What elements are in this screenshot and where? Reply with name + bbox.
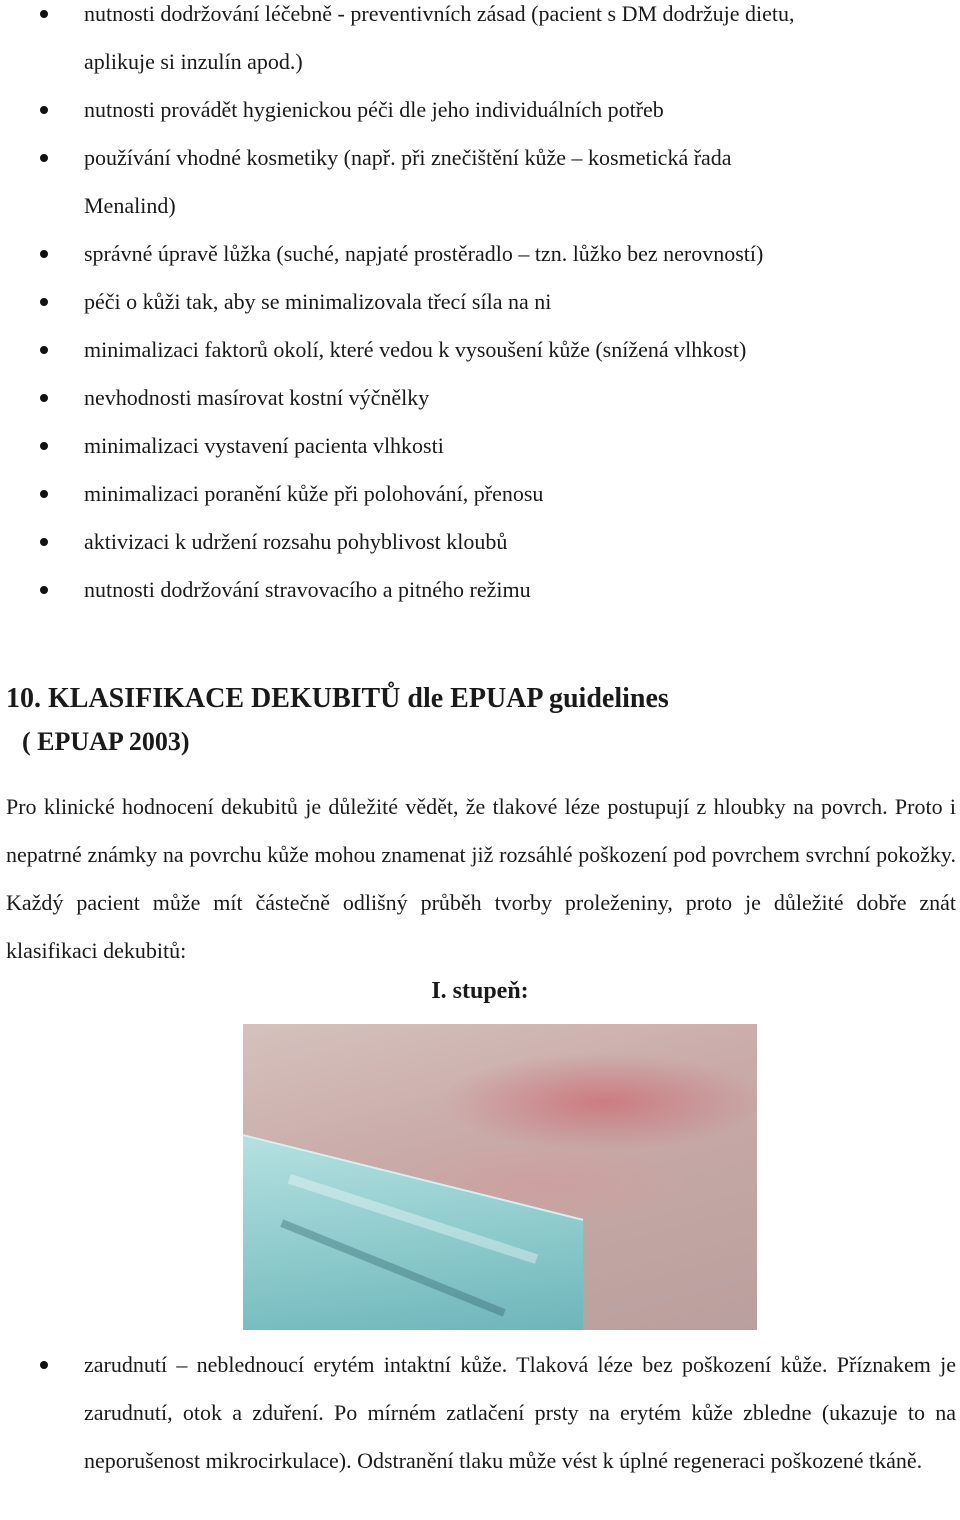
section-heading: 10. KLASIFIKACE DEKUBITŮ dle EPUAP guidelines (6, 683, 669, 714)
list-item (0, 230, 960, 278)
bullet-dot (40, 346, 48, 354)
list-item (0, 134, 960, 182)
bullet-text: minimalizaci faktorů okolí, které vedou k vysoušení kůže (snížená vlhkost) (84, 337, 747, 362)
bullet-dot (40, 586, 48, 594)
bullet-dot (40, 10, 48, 18)
bullet-dot (40, 442, 48, 450)
list-item (0, 566, 960, 614)
bullet-text: Menalind) (84, 193, 176, 218)
bullet-text: minimalizaci vystavení pacienta vlhkosti (84, 433, 444, 458)
bullet-text: nevhodnosti masírovat kostní výčnělky (84, 385, 430, 410)
bullet-dot (40, 106, 48, 114)
bullet-dot (40, 538, 48, 546)
bullet-dot (40, 1361, 48, 1369)
list-item (0, 38, 960, 86)
bullet-text: používání vhodné kosmetiky (např. při znečištění kůže – kosmetická řada (84, 145, 732, 170)
bullet-text: správné úpravě lůžka (suché, napjaté prostěradlo – tzn. lůžko bez nerovností) (84, 241, 764, 266)
section-subheading: ( EPUAP 2003) (22, 727, 190, 756)
bullet-text: nutnosti dodržování léčebně - preventivních zásad (pacient s DM dodržuje dietu, (84, 1, 795, 26)
list-item (0, 326, 960, 374)
list-item (0, 470, 960, 518)
bullet-text: minimalizaci poranění kůže při polohování, přenosu (84, 481, 544, 506)
bullet-text: aktivizaci k udržení rozsahu pohyblivost kloubů (84, 529, 508, 554)
stage-description: zarudnutí – neblednoucí erytém intaktní kůže. Tlaková léze bez poškození kůže. Příznakem je zarudnutí, otok a zduření. Po mírném zatlačení prsty na erytém kůže zbledne (ukazuje to na neporušenost mikrocirkulace). Odstranění tlaku může vést k úplné regeneraci poškozené tkáně. (84, 1352, 956, 1473)
intro-paragraph: Pro klinické hodnocení dekubitů je důležité vědět, že tlakové léze postupují z hloubky na povrch. Proto i nepatrné známky na povrchu kůže mohou znamenat již rozsáhlé poškození pod povrchem svrchní pokožky. Každý pacient může mít částečně odlišný průběh tvorby proleženiny, proto je důležité dobře znát klasifikaci dekubitů: (6, 794, 956, 963)
bullet-dot (40, 394, 48, 402)
list-item (0, 422, 960, 470)
list-item (0, 86, 960, 134)
list-item (0, 374, 960, 422)
list-item (0, 518, 960, 566)
bullet-text: nutnosti provádět hygienickou péči dle jeho individuálních potřeb (84, 97, 664, 122)
bullet-text: nutnosti dodržování stravovacího a pitného režimu (84, 577, 531, 602)
list-item (0, 182, 960, 230)
bullet-text: aplikuje si inzulín apod.) (84, 49, 303, 74)
stage-one-photo (243, 1024, 757, 1330)
bullet-dot (40, 250, 48, 258)
bullet-dot (40, 490, 48, 498)
list-item (0, 278, 960, 326)
bullet-dot (40, 298, 48, 306)
stage-title: I. stupeň: (431, 978, 529, 1004)
bullet-text: péči o kůži tak, aby se minimalizovala třecí síla na ni (84, 289, 552, 314)
list-item (0, 0, 960, 38)
bullet-dot (40, 154, 48, 162)
